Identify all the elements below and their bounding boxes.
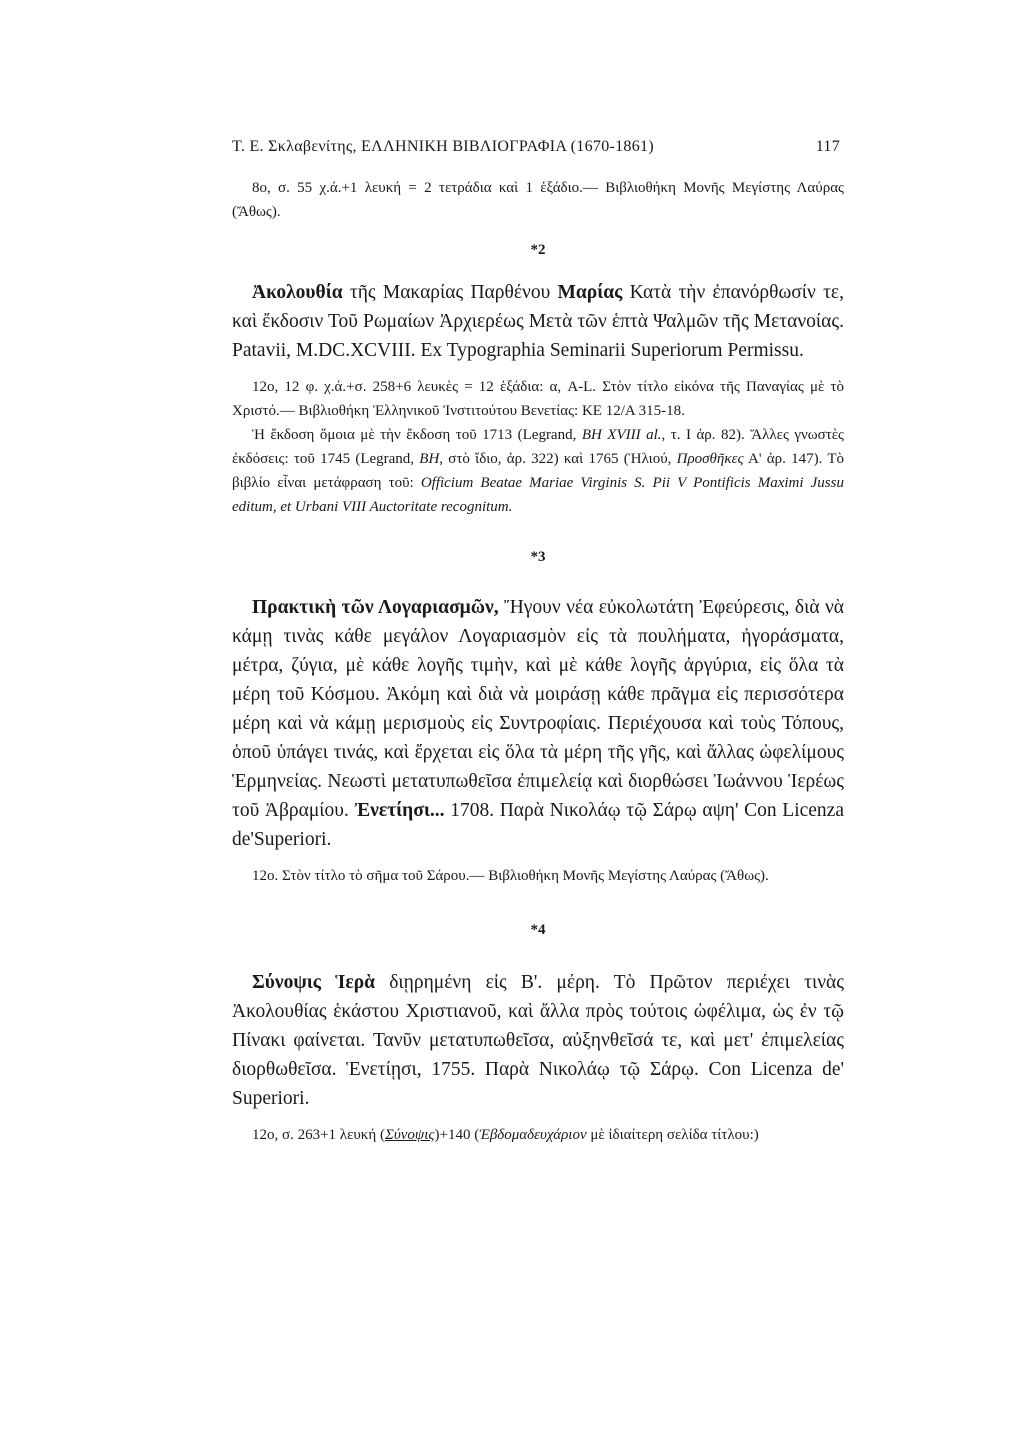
entry-description: 12ο. Στὸν τίτλο τὸ σῆμα τοῦ Σάρου.— Βιβλιοθήκη Μονῆς Μεγίστης Λαύρας (Ἄθως). — [252, 868, 769, 884]
note-italic: Officium Beatae Mariae Virginis S. Pii V Pontificis Maximi Jussu editum, et Urbani VIII Auctoritate recognitum. — [232, 475, 844, 515]
header-title: T. E. Σκλαβενίτης, ΕΛΛΗΝΙΚΗ ΒΙΒΛΙΟΓΡΑΦΙΑ (1670-1861) — [232, 138, 654, 155]
page-number: 117 — [815, 138, 840, 155]
title-bold: Μαρίας — [557, 282, 623, 303]
note-text: Α' ἀρ. 147). Τὸ βιβλίο εἶναι μετάφραση τοῦ: — [232, 451, 844, 491]
title-text: διῃρημένη εἰς Β'. μέρη. Τὸ Πρῶτον περιέχει τινὰς Ἀκολουθίας ἑκάστου Χριστιανοῦ, καὶ ἄλλα πρὸς τούτοις ὠφέλιμα, ὡς ἐν τῷ Πίνακι φαίνεται. Τανῦν μετατυπωθεῖσα, αὐξηνθεῖσά τε, καὶ μετ' ἐπιμελείας διορθωθεῖσα. Ἑνετίῃσι, 1755. Παρὰ Νικολάῳ τῷ Σάρῳ. Con Licenza de' Superiori. — [232, 972, 844, 1109]
note-text: , στὸ ἴδιο, ἀρ. 322) καὶ 1765 (Ἡλιού, — [439, 451, 677, 467]
title-text: 1708. Παρὰ Νικολάῳ τῷ Σάρῳ αψη' Con Licenza de'Superiori. — [232, 800, 844, 850]
entry-number: *2 — [530, 242, 546, 258]
entry-description — [232, 1123, 844, 1147]
note-italic: BH — [419, 451, 440, 467]
entry-title — [232, 593, 844, 854]
title-bold: Ἀκολουθία — [252, 282, 343, 303]
note-italic: BH XVIII al. — [581, 427, 662, 443]
entry-description: 12ο, 12 φ. χ.ά.+σ. 258+6 λευκὲς = 12 ἑξάδια: α, A-L. Στὸν τίτλο εἰκόνα τῆς Παναγίας μὲ τὸ Χριστό.— Βιβλιοθήκη Ἑλληνικοῦ Ἰνστιτούτου Βενετίας: ΚΕ 12/A 315-18. — [232, 379, 844, 419]
running-head — [232, 138, 844, 156]
intro-paragraph: 8ο, σ. 55 χ.ά.+1 λευκή = 2 τετράδια καὶ 1 ἑξάδιο.— Βιβλιοθήκη Μονῆς Μεγίστης Λαύρας (Ἄθως). — [232, 180, 844, 220]
title-text: Κατὰ τὴν ἐπανόρθωσίν τε, καὶ ἔκδοσιν Τοῦ Ρωμαίων Ἀρχιερέως Μετὰ τῶν ἑπτὰ Ψαλμῶν τῆς Μετανοίας. Patavii, M.DC.XCVIII. Ex Typographia Seminarii Superiorum Permissu. — [232, 282, 844, 361]
page — [232, 138, 844, 1147]
note-text: Ἡ ἔκδοση ὅμοια μὲ τὴν ἔκδοση τοῦ 1713 (Legrand, — [252, 427, 582, 443]
desc-italic: Σύνοψις — [384, 1127, 435, 1143]
title-text: τῆς Μακαρίας Παρθένου — [342, 282, 558, 303]
desc-text: )+140 ( — [434, 1127, 480, 1143]
entry-title — [232, 278, 844, 365]
note-text: , τ. Ι ἀρ. 82). Ἄλλες γνωστὲς ἐκδόσεις: τοῦ 1745 (Legrand, — [232, 427, 844, 467]
title-text: Ἤγουν νέα εὐκολωτάτη Ἐφεύρεσις, διὰ νὰ κάμῃ τινὰς κάθε μεγάλον Λογαριασμὸν εἰς τὰ πουλήματα, ἠγοράσματα, μέτρα, ζύγια, μὲ κάθε λογῆς τιμὴν, καὶ μὲ κάθε λογῆς ἀργύρια, εἰς ὅλα τὰ μέρη τοῦ Κόσμου. Ἀκόμη καὶ διὰ νὰ μοιράσῃ κάθε πρᾶγμα εἰς περισσότερα μέρη καὶ νὰ κάμῃ μερισμοὺς εἰς Συντροφίαις. Περιέχουσα καὶ τοὺς Τόπους, ὁποῦ ὑπάγει τινάς, καὶ ἔρχεται εἰς ὅλα τὰ μέρη τῆς γῆς, καὶ ἄλλας ὠφελίμους Ἑρμηνείας. Νεωστὶ μετατυπωθεῖσα ἐπιμελείᾳ καὶ διορθώσει Ἰωάννου Ἱερέως τοῦ Ἀβραμίου. — [232, 597, 844, 821]
desc-italic: Ἑβδομαδευχάριον — [479, 1127, 587, 1143]
title-bold: Ἐνετίησι... — [354, 800, 445, 821]
desc-text: μὲ ἰδιαίτερη σελίδα τίτλου:) — [586, 1127, 759, 1143]
note-italic: Προσθῆκες — [676, 451, 744, 467]
entry-number: *4 — [530, 922, 546, 938]
desc-text: 12ο, σ. 263+1 λευκή ( — [252, 1127, 385, 1143]
entry-number: *3 — [530, 549, 546, 565]
entry-note — [232, 423, 844, 519]
title-bold: Σύνοψις Ἱερὰ — [252, 972, 376, 993]
entry-title — [232, 968, 844, 1113]
title-bold: Πρακτικὴ τῶν Λογαριασμῶν, — [252, 597, 499, 618]
